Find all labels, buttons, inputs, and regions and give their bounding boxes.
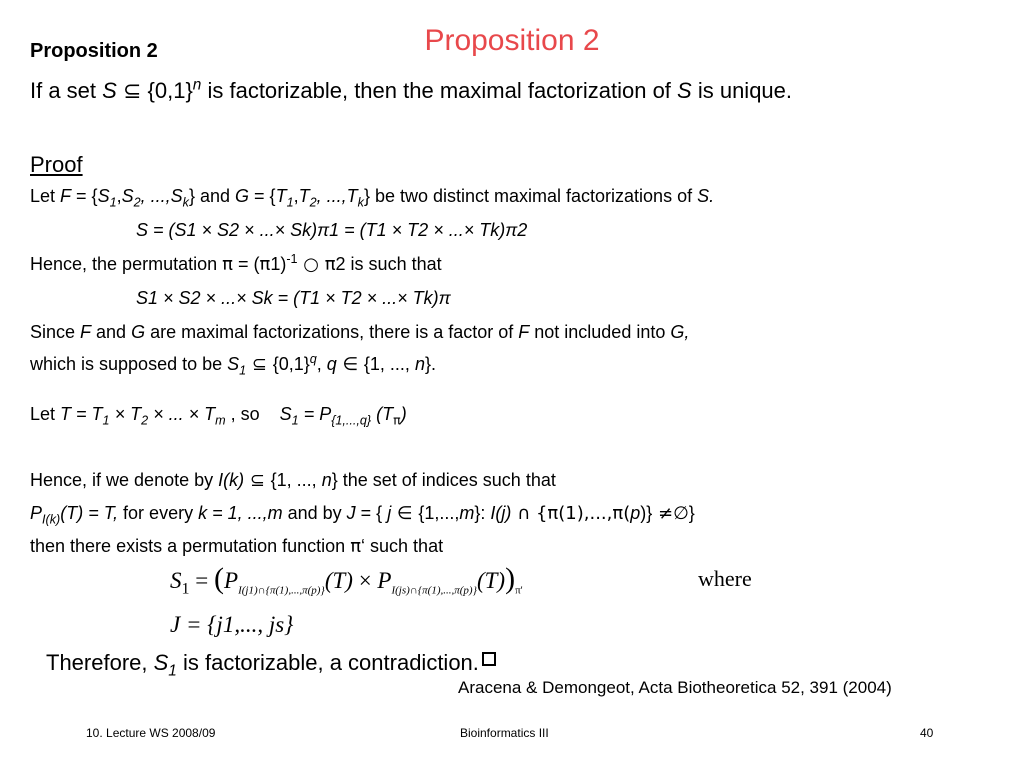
proof-equation-s: S = (S1 × S2 × ...× Sk)π1 = (T1 × T2 × ...× Tk)π2 [136,220,528,240]
proof-line-permutation: Hence, the permutation $\pi = (\pi 1)^{-1}$ ○ π2 is such that [30,252,442,275]
proof-line-let-t: Let $T = T_1 \times T_2$ × ... × $T_m$ , so $S_1 = P_{\{1,...,q\}}$ $(T_\pi)$ [30,404,407,428]
formula-j: J = {j1,..., js} [170,612,294,637]
footer-left: 10. Lecture WS 2008/09 [86,726,216,740]
proposition-heading: Proposition 2 [30,40,158,62]
proposition-statement: If a set S ⊆ $\{0,1\}^n$ is factorizable, then the maximal factorization of S is unique. [30,76,793,104]
formula-where: where [698,566,752,591]
citation: Aracena & Demongeot, Acta Biotheoretica 52, 391 (2004) [458,678,892,697]
footer-center: Bioinformatics III [460,726,549,740]
footer-page-number: 40 [920,726,934,740]
proof-line-let-f: Let $F = \{S_1,S_2$, $...,S_k$} and $G = \{T_1,T_2$, $...,T_k$} be two distinct maximal factorizations of S. [30,186,715,210]
slide-title: Proposition 2 [424,24,600,57]
qed-box-icon [482,652,496,666]
proof-label: Proof [30,152,83,177]
proof-line-p: $P_{I(k)}(T) = T$, for every k = 1, ...,m and by J = { j ∈ {1,...,m}: I(j) ∩ {π(1),...,π(p)} ≠∅} [30,503,695,527]
proof-line-denote: Hence, if we denote by I(k) ⊆ {1, ..., n} the set of indices such that [30,470,556,491]
proof-equation-s1: S1 × S2 × ...× Sk = (T1 × T2 × ...× Tk)π [136,288,451,308]
formula-s1: $S_1 = (P_{I(j1)\cap\{\pi(1),...,\pi(p)\}}(T) \times P_{I(js)\cap\{\pi(1),...,\pi(p)\}}(T))_{\pi'}$ [170,562,523,598]
proof-line-supposed: which is supposed to be $S_1$ ⊆ $\{0,1\}^q$, q ∈ {1, ..., n}. [30,352,436,378]
proof-line-since: Since F and G are maximal factorizations, there is a factor of F not included into G, [30,322,690,342]
proof-line-then-exists: then there exists a permutation function π‘ such that [30,536,444,557]
conclusion: Therefore, $S_1$ is factorizable, a contradiction. [46,650,496,676]
